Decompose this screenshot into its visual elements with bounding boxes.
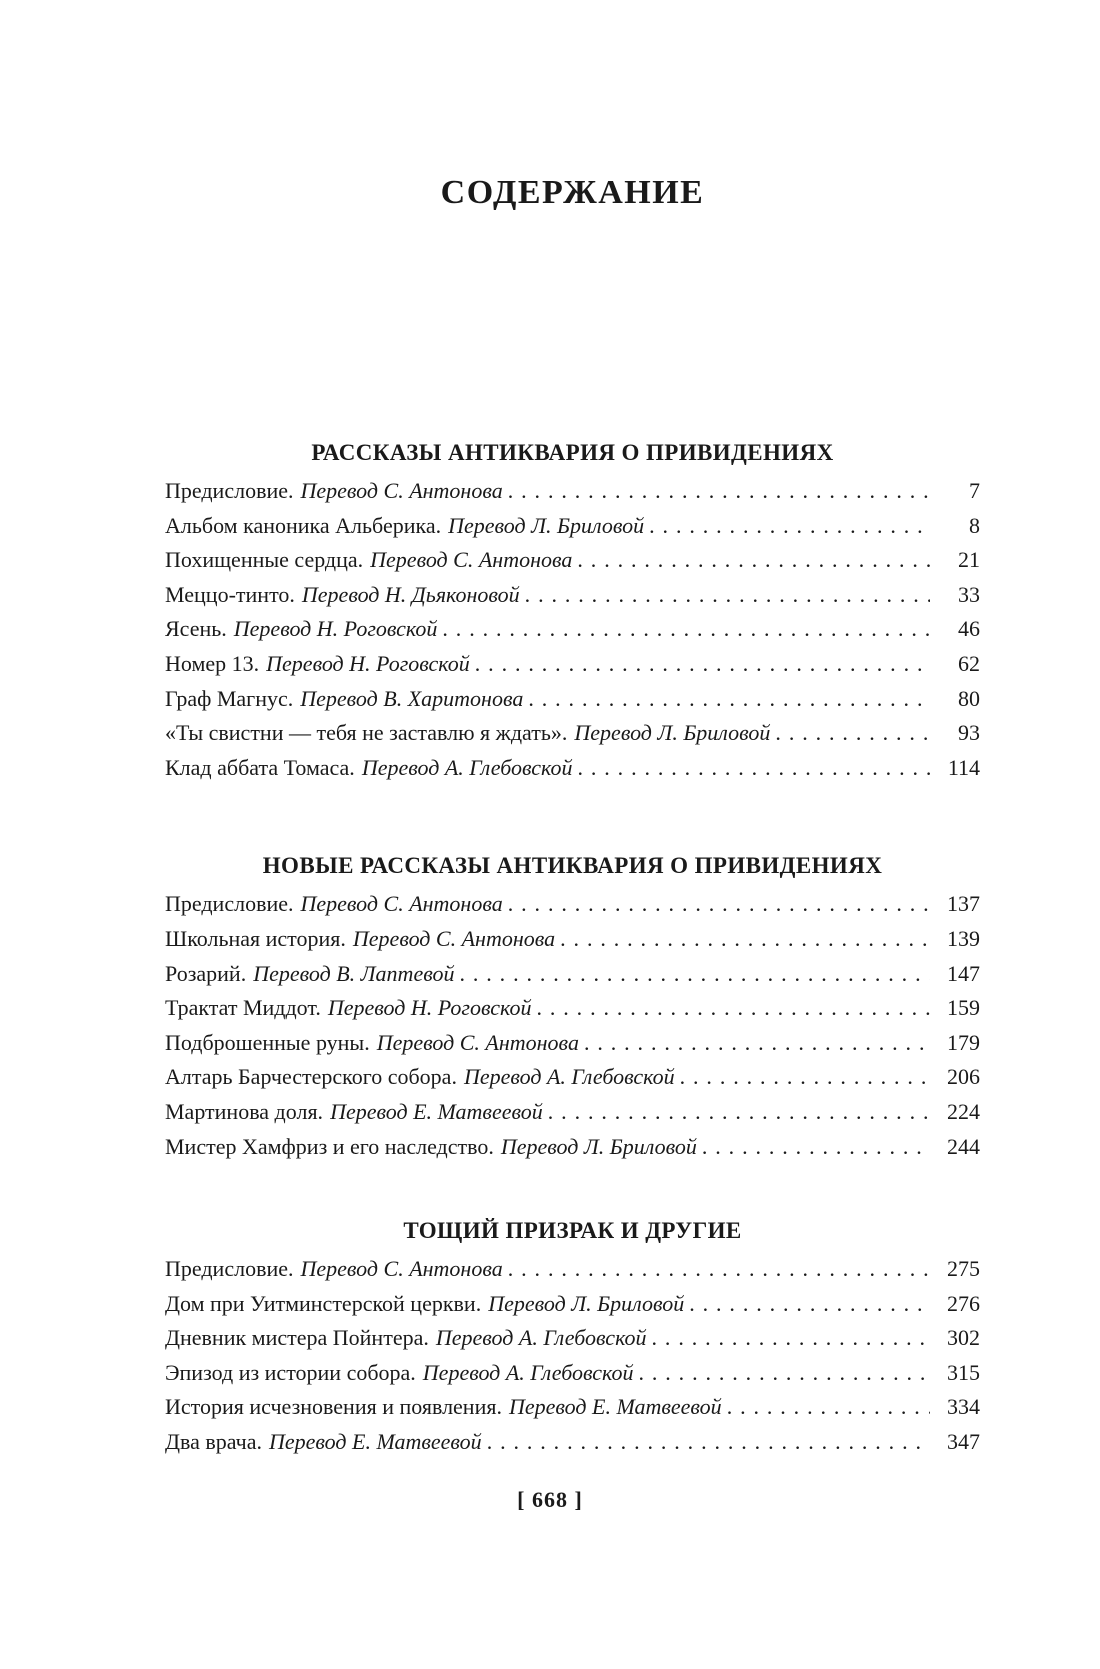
entry-page-number: 275	[947, 1256, 980, 1282]
entry-translator: Перевод Л. Бриловой	[500, 1133, 697, 1159]
entry-title: Граф Магнус.	[165, 685, 294, 711]
leader-dots	[644, 509, 930, 544]
entry-page-number: 159	[947, 995, 980, 1021]
entry-page-number: 7	[969, 478, 980, 503]
toc-entry	[165, 887, 980, 922]
entry-translator: Перевод С. Антонова	[370, 547, 573, 573]
entry-title: Номер 13.	[165, 650, 260, 676]
entry-page-number: 114	[947, 754, 980, 780]
entry-text	[165, 474, 503, 509]
toc-entry	[165, 957, 980, 992]
entry-translator: Перевод С. Антонова	[300, 1256, 503, 1282]
entry-title: Эпизод из истории собора.	[165, 1359, 416, 1385]
toc-entry	[165, 578, 980, 613]
entry-text	[165, 887, 503, 922]
leader-dots	[523, 682, 930, 717]
entry-page-number: 62	[958, 650, 980, 676]
entry-page-number: 244	[947, 1133, 980, 1159]
toc-entry	[165, 1425, 980, 1460]
leader-dots	[572, 751, 930, 786]
entry-text	[165, 682, 523, 717]
leader-dots	[543, 1095, 930, 1130]
entry-title: Два врача.	[165, 1429, 262, 1455]
toc-sections	[165, 438, 980, 1460]
entry-page-number: 347	[947, 1429, 980, 1455]
entry-page-number: 33	[958, 581, 980, 607]
toc-entry	[165, 509, 980, 544]
toc-entry	[165, 612, 980, 647]
entry-page-number: 139	[947, 925, 980, 951]
leader-dots	[722, 1390, 930, 1425]
entry-text	[165, 509, 644, 544]
leader-dots	[572, 543, 930, 578]
leader-dots	[697, 1130, 930, 1165]
entry-translator: Перевод Е. Матвеевой	[330, 1098, 543, 1124]
entry-page-number: 276	[947, 1290, 980, 1316]
entry-title: Альбом каноника Альберика.	[165, 512, 442, 538]
entry-translator: Перевод Л. Бриловой	[448, 512, 645, 538]
toc-entry	[165, 751, 980, 786]
entry-title: Мистер Хамфриз и его наследство.	[165, 1133, 494, 1159]
toc-entry	[165, 1356, 980, 1391]
entry-text	[165, 578, 520, 613]
toc-entry	[165, 1095, 980, 1130]
entry-title: «Ты свистни — тебя не заставлю я ждать».	[165, 720, 568, 746]
entry-text	[165, 1095, 543, 1130]
toc-entry	[165, 1287, 980, 1322]
toc-entry	[165, 716, 980, 751]
entry-title: Похищенные сердца.	[165, 547, 364, 573]
entry-page-number: 147	[947, 960, 980, 986]
entry-translator: Перевод С. Антонова	[376, 1029, 579, 1055]
entry-translator: Перевод Н. Дьяконовой	[301, 581, 520, 607]
entry-translator: Перевод А. Глебовской	[463, 1064, 675, 1090]
entry-title: История исчезновения и появления.	[165, 1394, 502, 1420]
page-title: СОДЕРЖАНИЕ	[440, 174, 705, 211]
toc-entry	[165, 922, 980, 957]
entry-translator: Перевод А. Глебовской	[361, 754, 573, 780]
leader-dots	[482, 1425, 930, 1460]
entry-text	[165, 1356, 633, 1391]
entry-page-number: 206	[947, 1064, 980, 1090]
entry-title: Трактат Миддот.	[165, 995, 321, 1021]
leader-dots	[531, 991, 930, 1026]
toc-entry	[165, 1130, 980, 1165]
entry-page-number: 224	[947, 1098, 980, 1124]
leader-dots	[520, 578, 930, 613]
entry-translator: Перевод Н. Роговской	[266, 650, 470, 676]
toc-entry-list	[165, 887, 980, 1164]
leader-dots	[684, 1287, 930, 1322]
section-header: НОВЫЕ РАССКАЗЫ АНТИКВАРИЯ О ПРИВИДЕНИЯХ	[262, 853, 883, 879]
leader-dots	[503, 1252, 930, 1287]
toc-entry	[165, 1060, 980, 1095]
entry-text	[165, 543, 572, 578]
entry-title: Розарий.	[165, 960, 247, 986]
entry-page-number: 8	[969, 512, 980, 538]
toc-entry-list	[165, 474, 980, 785]
entry-title: Предисловие.	[165, 1256, 294, 1282]
leader-dots	[437, 612, 930, 647]
toc-entry	[165, 1390, 980, 1425]
toc-entry	[165, 1252, 980, 1287]
entry-page-number: 179	[947, 1029, 980, 1055]
entry-translator: Перевод С. Антонова	[352, 925, 556, 951]
entry-text	[165, 1321, 647, 1356]
entry-title: Дом при Уитминстерской церкви.	[165, 1290, 482, 1316]
entry-title: Предисловие.	[165, 891, 294, 917]
entry-text	[165, 922, 555, 957]
entry-text	[165, 1130, 697, 1165]
entry-translator: Перевод Е. Матвеевой	[508, 1394, 722, 1420]
entry-page-number: 315	[947, 1359, 980, 1385]
leader-dots	[503, 474, 930, 509]
entry-page-number: 137	[947, 891, 980, 917]
entry-text	[165, 1252, 503, 1287]
leader-dots	[470, 647, 930, 682]
entry-page-number: 334	[947, 1394, 980, 1420]
entry-page-number: 93	[958, 720, 980, 746]
leader-dots	[454, 957, 930, 992]
entry-translator: Перевод Л. Бриловой	[488, 1290, 685, 1316]
entry-title: Ясень.	[165, 616, 227, 642]
toc-section	[165, 851, 980, 1164]
leader-dots	[647, 1321, 930, 1356]
entry-text	[165, 957, 454, 992]
entry-translator: Перевод Н. Роговской	[327, 995, 532, 1021]
toc-entry	[165, 1321, 980, 1356]
entry-title: Школьная история.	[165, 925, 346, 951]
toc-entry	[165, 682, 980, 717]
toc-entry	[165, 543, 980, 578]
leader-dots	[675, 1060, 930, 1095]
toc-entry	[165, 647, 980, 682]
entry-translator: Перевод С. Антонова	[300, 891, 503, 917]
entry-translator: Перевод Н. Роговской	[233, 616, 438, 642]
contents-column	[165, 172, 980, 1460]
entry-title: Подброшенные руны.	[165, 1029, 370, 1055]
entry-text	[165, 716, 770, 751]
entry-text	[165, 1287, 684, 1322]
entry-title: Предисловие.	[165, 478, 294, 503]
leader-dots	[579, 1026, 930, 1061]
leader-dots	[633, 1356, 930, 1391]
leader-dots	[770, 716, 930, 751]
leader-dots	[555, 922, 930, 957]
entry-text	[165, 751, 572, 786]
entry-text	[165, 1390, 722, 1425]
entry-translator: Перевод А. Глебовской	[422, 1359, 634, 1385]
entry-translator: Перевод Л. Бриловой	[574, 720, 771, 746]
entry-page-number: 80	[958, 685, 980, 711]
toc-entry-list	[165, 1252, 980, 1460]
section-header: ТОЩИЙ ПРИЗРАК И ДРУГИЕ	[403, 1218, 742, 1244]
entry-text	[165, 647, 470, 682]
entry-text	[165, 1425, 482, 1460]
entry-title: Дневник мистера Пойнтера.	[165, 1325, 429, 1351]
entry-page-number: 302	[947, 1325, 980, 1351]
entry-title: Мартинова доля.	[165, 1098, 324, 1124]
entry-text	[165, 1060, 675, 1095]
entry-page-number: 46	[958, 616, 980, 642]
entry-text	[165, 1026, 579, 1061]
entry-translator: Перевод А. Глебовской	[435, 1325, 647, 1351]
entry-title: Алтарь Барчестерского собора.	[165, 1064, 457, 1090]
toc-entry	[165, 474, 980, 509]
toc-section	[165, 438, 980, 785]
entry-translator: Перевод С. Антонова	[300, 478, 503, 503]
section-header: РАССКАЗЫ АНТИКВАРИЯ О ПРИВИДЕНИЯХ	[311, 440, 834, 465]
leader-dots	[503, 887, 930, 922]
toc-section	[165, 1216, 980, 1460]
entry-translator: Перевод Е. Матвеевой	[268, 1429, 482, 1455]
entry-title: Меццо-тинто.	[165, 581, 295, 607]
entry-page-number: 21	[958, 547, 980, 573]
entry-translator: Перевод В. Харитонова	[300, 685, 524, 711]
entry-text	[165, 612, 437, 647]
entry-title: Клад аббата Томаса.	[165, 754, 355, 780]
folio-page-number: [ 668 ]	[517, 1487, 583, 1512]
entry-text	[165, 991, 531, 1026]
toc-entry	[165, 991, 980, 1026]
toc-entry	[165, 1026, 980, 1061]
entry-translator: Перевод В. Лаптевой	[253, 960, 455, 986]
